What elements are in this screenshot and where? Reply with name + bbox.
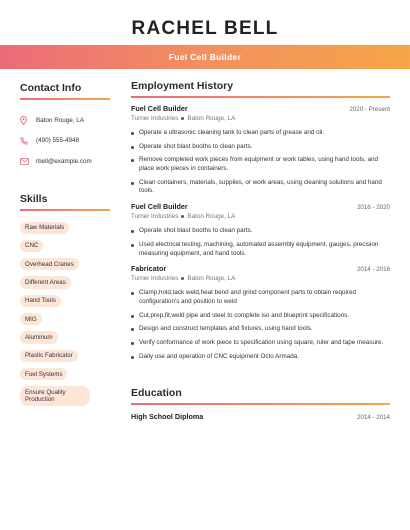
- list-item: Verify conformance of work piece to specification using square, ruler and tape measure.: [131, 339, 390, 348]
- job-entry-location: Baton Rouge, LA: [187, 275, 236, 283]
- job-entry-location: Baton Rouge, LA: [187, 115, 236, 122]
- job-entry-title: Fuel Cell Builder: [131, 202, 188, 212]
- job-entry-bullets: [131, 227, 390, 258]
- job-entry-employer: [131, 115, 390, 122]
- job-title-banner: [0, 45, 410, 69]
- location-pin-icon: [20, 116, 36, 125]
- job-entry-title: Fabricator: [131, 264, 167, 274]
- skill-pill: Hand Tools: [20, 295, 61, 307]
- list-item: Operate shot blast booths to clean parts.: [131, 227, 390, 236]
- education-divider: [131, 403, 390, 405]
- job-entry: [131, 202, 390, 258]
- skill-pill: Overhead Cranes: [20, 258, 79, 270]
- separator-dot: [181, 277, 184, 280]
- skill-pill: Ensure Quality Production: [20, 386, 90, 405]
- list-item: Used electrical testing, machining, automated assembly equipment, gauges, precision measuring equipment, and hand tools.: [131, 241, 390, 259]
- job-entry-bullets: [131, 289, 390, 361]
- email-icon: [20, 158, 36, 165]
- job-entry-location: Baton Rouge, LA: [187, 213, 236, 221]
- candidate-name: RACHEL BELL: [131, 18, 279, 39]
- job-title: Fuel Cell Builder: [168, 52, 242, 62]
- skills-list: [20, 222, 110, 406]
- job-entry-employer: [131, 213, 390, 220]
- education-entry: [131, 412, 390, 421]
- education-section: [131, 387, 390, 421]
- job-entry-title: Fuel Cell Builder: [131, 104, 188, 113]
- skill-pill: Different Areas: [20, 276, 71, 288]
- list-item: Clean containers, materials, supplies, or work areas, using cleaning solutions and hand tools.: [131, 179, 390, 197]
- right-column: [131, 80, 390, 366]
- skill-pill: Fuel Systems: [20, 368, 67, 380]
- list-item: Remove completed work pieces from equipment or work tables, using hand tools, and place work pieces in containers.: [131, 156, 390, 174]
- separator-dot: [181, 117, 184, 120]
- skill-pill: Raw Materials: [20, 222, 69, 234]
- employment-divider: [131, 96, 390, 98]
- list-item: Design and construct templates and fixtures, using hand tools.: [131, 325, 390, 334]
- job-entry-dates: 2020 - Present: [349, 106, 390, 113]
- skill-pill: CNC: [20, 240, 43, 252]
- contact-location-text: Baton Rouge, LA: [36, 116, 84, 124]
- job-entry-company: Turner Industries: [131, 275, 179, 283]
- contact-email-text[interactable]: rbell@example.com: [36, 157, 92, 165]
- job-entry-company: Turner Industries: [131, 115, 179, 122]
- list-item: Cut,prep,fit,weld pipe and steel to complete iso and blueprint specifications.: [131, 312, 390, 321]
- job-entry: [131, 104, 390, 196]
- contact-divider: [20, 98, 110, 100]
- contact-list: [20, 110, 110, 172]
- contact-email: [20, 151, 110, 172]
- employment-section-title: Employment History: [131, 80, 234, 92]
- job-entry-dates: 2014 - 2016: [356, 266, 390, 274]
- skill-pill: Aluminum: [20, 331, 58, 343]
- list-item: Operate shot blast booths to clean parts.: [131, 143, 390, 152]
- contact-phone: [20, 131, 110, 152]
- list-item: Daily use and operation of CNC equipment Octo Armada.: [131, 353, 390, 362]
- skills-divider: [20, 209, 110, 211]
- left-column: [20, 82, 110, 412]
- education-dates: 2014 - 2014: [356, 414, 390, 421]
- list-item: Clamp,hold,tack weld,heat bend and grind component parts to obtain required configuration's and position to weld: [131, 289, 390, 307]
- job-entry: [131, 264, 390, 361]
- separator-dot: [181, 215, 184, 218]
- skill-pill: MIG: [20, 313, 42, 325]
- job-entry-employer: [131, 275, 390, 282]
- job-entry-dates: 2016 - 2020: [356, 204, 390, 212]
- contact-phone-text: (490) 555-4948: [36, 137, 80, 145]
- phone-icon: [20, 137, 36, 145]
- skill-pill: Plastic Fabricator: [20, 350, 78, 362]
- list-item: Operate a ultrasonic cleaning tank to clean parts of grease and oil.: [131, 129, 390, 138]
- contact-section-title: Contact Info: [20, 82, 82, 94]
- job-entry-company: Turner Industries: [131, 213, 179, 221]
- education-section-title: Education: [131, 387, 182, 399]
- education-degree: High School Diploma: [131, 412, 204, 421]
- skills-section-title: Skills: [20, 192, 48, 205]
- job-entry-bullets: [131, 129, 390, 196]
- contact-location: [20, 110, 110, 131]
